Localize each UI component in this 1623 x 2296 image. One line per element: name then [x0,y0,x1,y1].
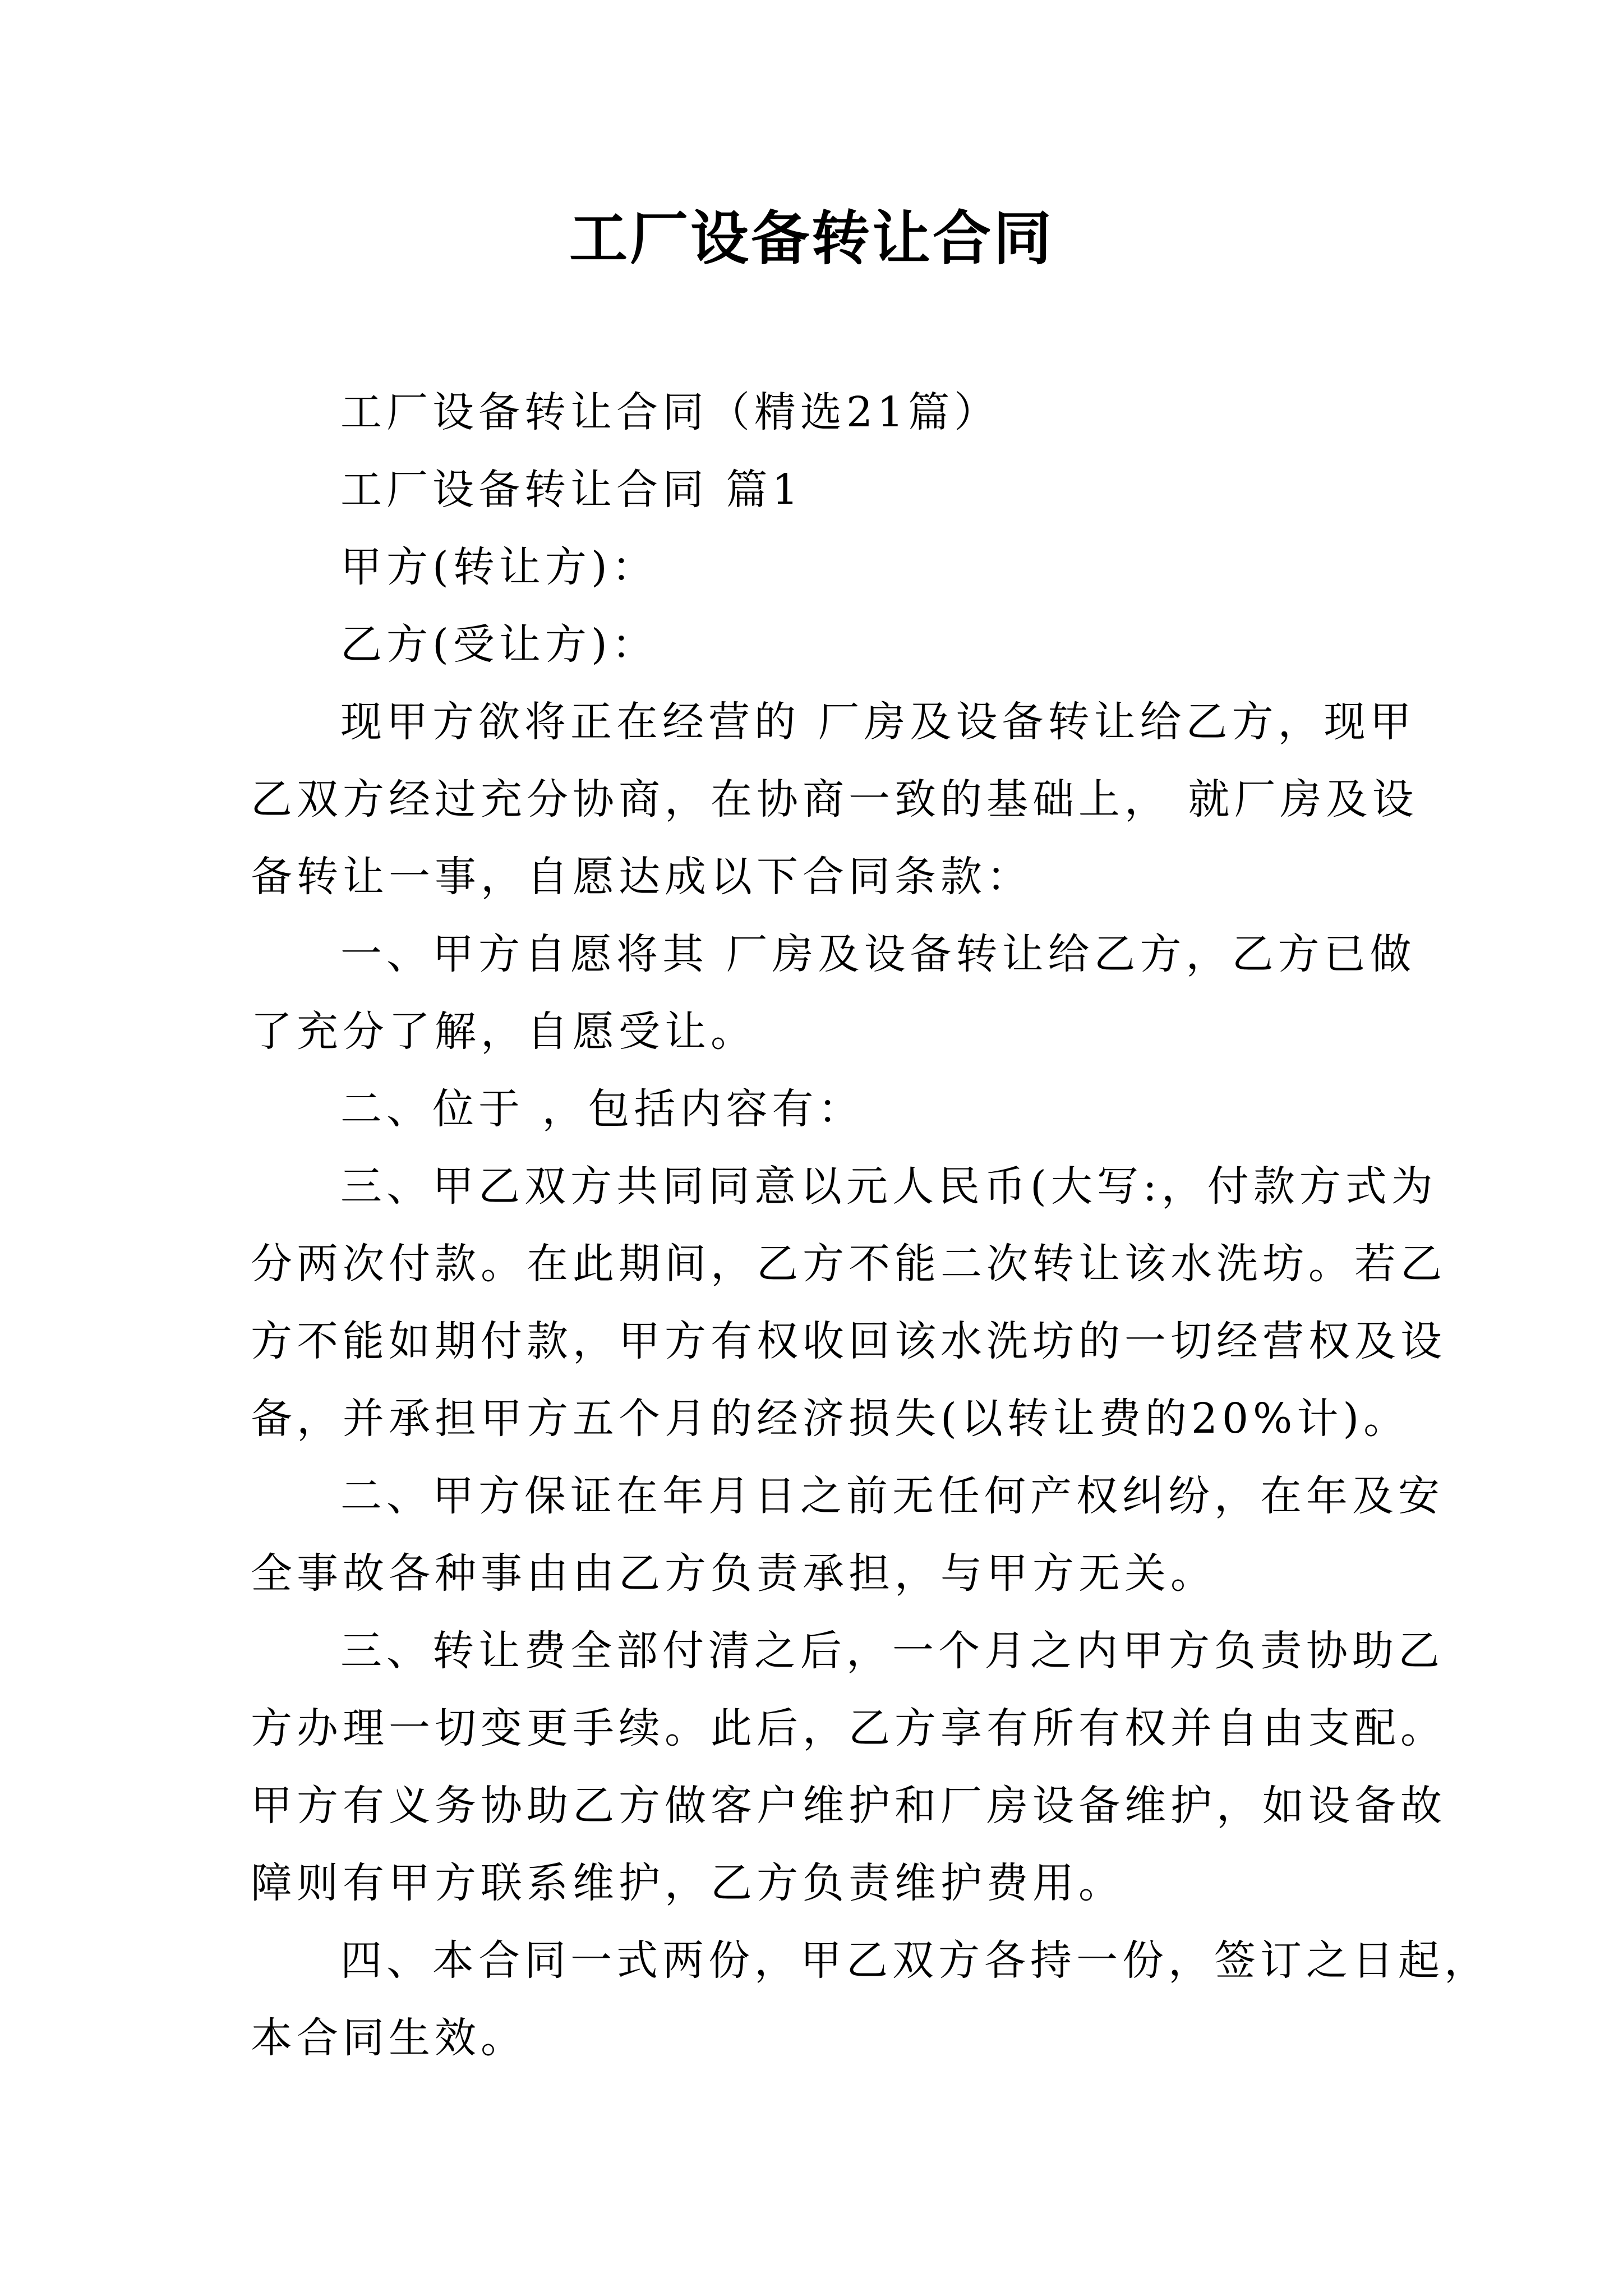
body-line: 甲方(转让方)： [340,543,658,591]
body-line: 障则有甲方联系维护，乙方负责维护费用。 [251,1859,1124,1907]
body-line: 一、甲方自愿将其 厂房及设备转让给乙方，乙方已做 [340,930,1416,978]
body-line: 方办理一切变更手续。此后，乙方享有所有权并自由支配。 [251,1704,1446,1752]
body-line: 备转让一事，自愿达成以下合同条款： [251,853,1032,901]
body-line: 二、甲方保证在年月日之前无任何产权纠纷，在年及安 [340,1472,1444,1520]
body-line: 甲方有义务协助乙方做客户维护和厂房设备维护，如设备故 [251,1782,1446,1830]
body-line: 现甲方欲将正在经营的 厂房及设备转让给乙方，现甲 [340,698,1416,746]
body-line: 二、位于 ，包括内容有： [340,1085,864,1133]
document-title: 工厂设备转让合同 [569,204,1054,273]
body-line: 四、本合同一式两份，甲乙双方各持一份，签订之日起， [340,1936,1490,1985]
body-line: 备，并承担甲方五个月的经济损失(以转让费的20%计)。 [251,1395,1410,1443]
body-line: 分两次付款。在此期间，乙方不能二次转让该水洗坊。若乙 [251,1240,1446,1288]
body-line: 三、甲乙双方共同同意以元人民币(大写:，付款方式为 [340,1162,1437,1211]
body-line: 工厂设备转让合同（精选21篇） [340,388,1000,436]
document-body [251,374,1490,2077]
body-line: 乙方(受让方)： [340,620,658,669]
body-line: 方不能如期付款，甲方有权收回该水洗坊的一切经营权及设 [251,1317,1446,1365]
body-line: 乙双方经过充分协商，在协商一致的基础上， 就厂房及设 [251,775,1418,823]
body-line: 了充分了解，自愿受让。 [251,1007,757,1056]
body-line: 三、转让费全部付清之后，一个月之内甲方负责协助乙 [340,1627,1444,1675]
body-line: 全事故各种事由由乙方负责承担，与甲方无关。 [251,1549,1216,1598]
body-line: 本合同生效。 [251,2014,527,2062]
body-line: 工厂设备转让合同 篇1 [340,466,803,514]
